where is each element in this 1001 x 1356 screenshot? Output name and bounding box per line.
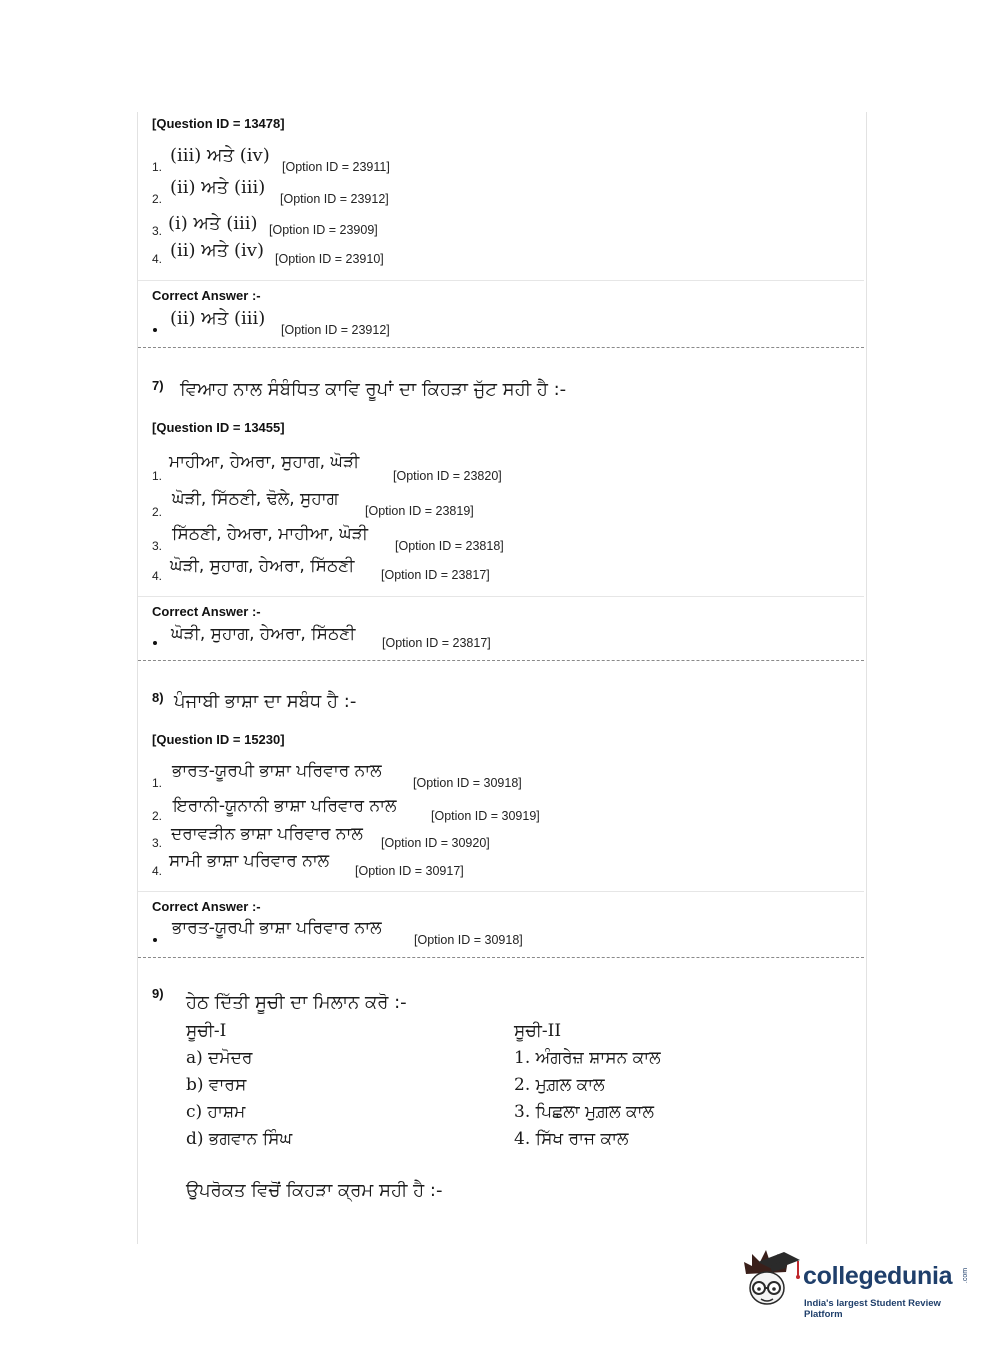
option-id: [Option ID = 23910] [275,252,384,266]
option-text: ਭਾਰਤ-ਯੂਰਪੀ ਭਾਸ਼ਾ ਪਰਿਵਾਰ ਨਾਲ [172,761,382,781]
option-id: [Option ID = 30917] [355,864,464,878]
option-number: 2. [152,192,163,206]
option-number: 4. [152,864,163,878]
correct-answer-text: ਘੋੜੀ, ਸੁਹਾਗ, ਹੇਅਰਾ, ਸਿੱਠਣੀ [171,624,356,644]
question-number: 7) [152,378,164,393]
bullet [153,938,157,942]
option-text: (ii) ਅਤੇ (iv) [170,240,264,261]
option-text: ਇਰਾਨੀ-ਯੂਨਾਨੀ ਭਾਸ਼ਾ ਪਰਿਵਾਰ ਨਾਲ [173,796,397,816]
section-divider [138,660,864,661]
question-id: [Question ID = 15230] [152,732,285,747]
option-number: 1. [152,776,163,790]
bullet [153,328,157,332]
option-id: [Option ID = 30919] [431,809,540,823]
question-id: [Question ID = 13478] [152,116,285,131]
option-text: ਸਾਮੀ ਭਾਸ਼ਾ ਪਰਿਵਾਰ ਨਾਲ [169,851,330,871]
list2-item: 1. ਅੰਗਰੇਜ਼ ਸ਼ਾਸਨ ਕਾਲ [514,1048,661,1068]
correct-answer-label: Correct Answer :- [152,288,261,303]
option-id: [Option ID = 23911] [282,160,390,174]
question-number: 8) [152,690,164,705]
option-number: 2. [152,505,163,519]
correct-answer-id: [Option ID = 30918] [414,933,523,947]
collegedunia-logo [740,1248,970,1318]
list1-item: a) ਦਮੋਦਰ [186,1048,253,1068]
correct-answer-id: [Option ID = 23912] [281,323,390,337]
list2-item: 2. ਮੁਗ਼ਲ ਕਾਲ [514,1075,605,1095]
option-id: [Option ID = 23818] [395,539,504,553]
logo-wordmark: collegedunia [803,1262,953,1290]
logo-tagline: India's largest Student Review Platform [804,1298,941,1320]
correct-answer-text: ਭਾਰਤ-ਯੂਰਪੀ ਭਾਸ਼ਾ ਪਰਿਵਾਰ ਨਾਲ [172,918,382,938]
option-number: 3. [152,224,163,238]
option-text: ਦਰਾਵੜੀਨ ਭਾਸ਼ਾ ਪਰਿਵਾਰ ਨਾਲ [171,824,363,844]
option-text: (iii) ਅਤੇ (iv) [170,145,270,166]
list2-heading: ਸੂਚੀ-II [514,1021,562,1041]
list1-heading: ਸੂਚੀ-I [186,1021,227,1041]
option-text: (i) ਅਤੇ (iii) [168,213,258,234]
option-id: [Option ID = 23817] [381,568,490,582]
page-frame [137,112,867,1244]
list1-item: b) ਵਾਰਸ [186,1075,247,1095]
option-id: [Option ID = 23909] [269,223,378,237]
list1-item: d) ਭਗਵਾਨ ਸਿੰਘ [186,1129,293,1149]
option-number: 1. [152,160,163,174]
list2-item: 3. ਪਿਛਲਾ ਮੁਗ਼ਲ ਕਾਲ [514,1102,654,1122]
section-divider [138,957,864,958]
correct-answer-id: [Option ID = 23817] [382,636,491,650]
list2-item: 4. ਸਿੱਖ ਰਾਜ ਕਾਲ [514,1129,629,1149]
option-id: [Option ID = 30918] [413,776,522,790]
option-number: 3. [152,539,163,553]
option-number: 4. [152,569,163,583]
option-number: 2. [152,809,163,823]
option-text: ਘੋੜੀ, ਸੁਹਾਗ, ਹੇਅਰਾ, ਸਿੱਠਣੀ [170,556,355,576]
question-id: [Question ID = 13455] [152,420,285,435]
correct-answer-text: (ii) ਅਤੇ (iii) [170,308,266,329]
mascot-icon [740,1248,802,1312]
option-id: [Option ID = 23912] [280,192,389,206]
divider [138,891,864,892]
question-prompt: ਉਪਰੋਕਤ ਵਿਚੋਂ ਕਿਹੜਾ ਕ੍ਰਮ ਸਹੀ ਹੈ :- [186,1180,443,1201]
divider [138,280,864,281]
option-text: (ii) ਅਤੇ (iii) [170,177,266,198]
question-text: ਪੰਜਾਬੀ ਭਾਸ਼ਾ ਦਾ ਸਬੰਧ ਹੈ :- [174,691,357,712]
option-id: [Option ID = 23819] [365,504,474,518]
option-text: ਮਾਹੀਆ, ਹੇਅਰਾ, ਸੁਹਾਗ, ਘੋੜੀ [169,452,360,472]
correct-answer-label: Correct Answer :- [152,604,261,619]
section-divider [138,347,864,348]
question-number: 9) [152,986,164,1001]
option-number: 4. [152,252,163,266]
bullet [153,641,157,645]
divider [138,596,864,597]
option-number: 3. [152,836,163,850]
option-text: ਸਿੱਠਣੀ, ਹੇਅਰਾ, ਮਾਹੀਆ, ਘੋੜੀ [172,524,368,544]
logo-com: .com [962,1267,970,1284]
option-number: 1. [152,469,163,483]
correct-answer-label: Correct Answer :- [152,899,261,914]
option-id: [Option ID = 30920] [381,836,490,850]
question-text: ਵਿਆਹ ਨਾਲ ਸੰਬੰਧਿਤ ਕਾਵਿ ਰੂਪਾਂ ਦਾ ਕਿਹੜਾ ਜੁੱਟ ਸਹੀ ਹੈ :- [180,379,567,400]
option-id: [Option ID = 23820] [393,469,502,483]
question-text: ਹੇਠ ਦਿੱਤੀ ਸੂਚੀ ਦਾ ਮਿਲਾਨ ਕਰੋ :- [186,992,407,1013]
list1-item: c) ਹਾਸ਼ਮ [186,1102,246,1122]
option-text: ਘੋੜੀ, ਸਿੱਠਣੀ, ਢੋਲੇ, ਸੁਹਾਗ [172,489,339,509]
